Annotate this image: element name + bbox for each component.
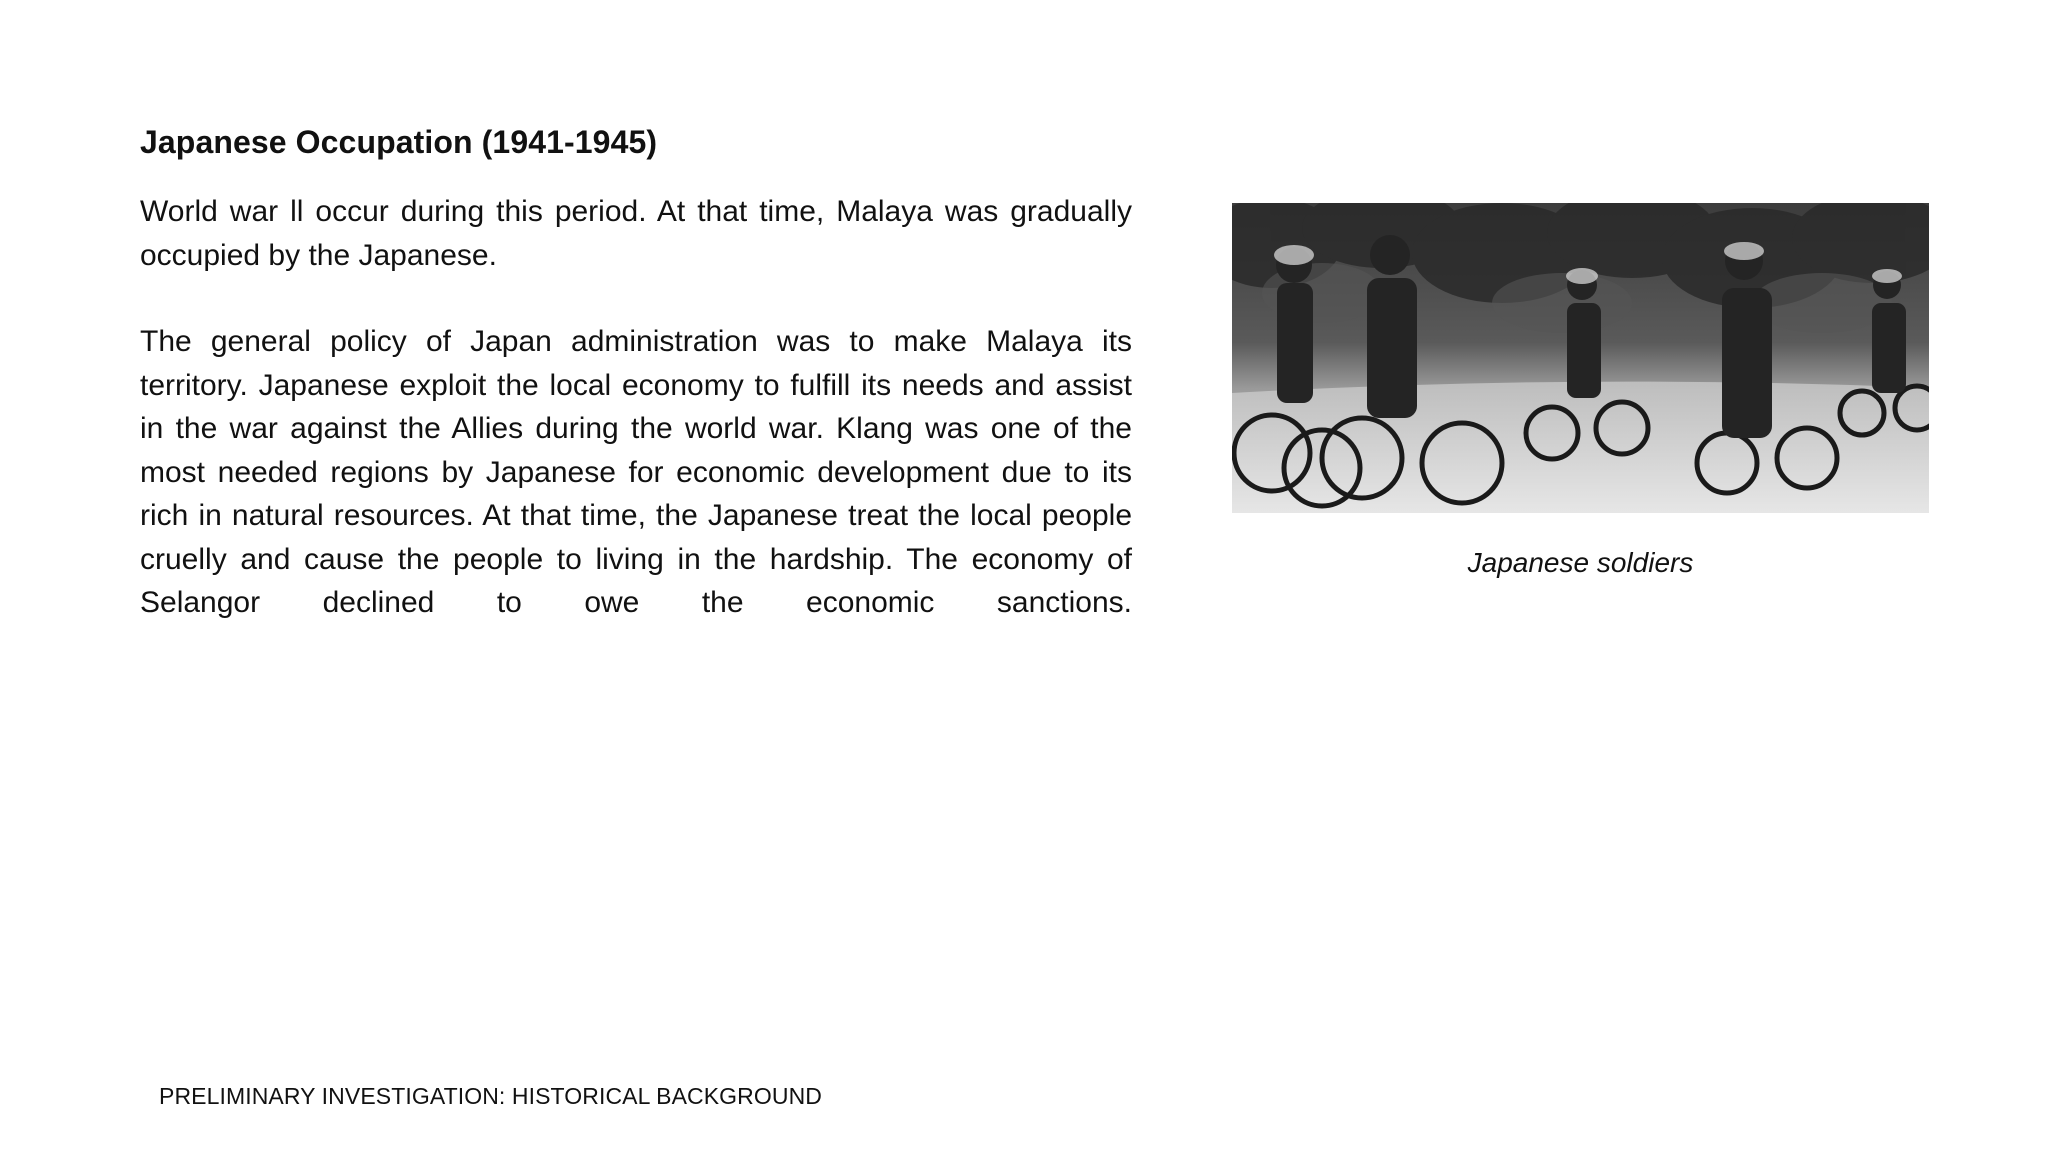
footer-section-label: PRELIMINARY INVESTIGATION: HISTORICAL BACKGROUND (159, 1083, 822, 1109)
paragraph-intro: World war ll occur during this period. At that time, Malaya was gradually occupied by the Japanese. (140, 195, 1132, 272)
soldiers-photo (1232, 203, 1929, 513)
body-text (140, 190, 1132, 625)
paragraph-policy: The general policy of Japan administration was to make Malaya its territory. Japanese exploit the local economy to fulfill its needs and assist in the war against the Allies during the world war. Klang was one of the most needed regions by Japanese for economic development due to its rich in natural resources. At that time, the Japanese treat the local people cruelly and cause the people to living in the hardship. The economy of Selangor declined to owe the economic sanctions. (140, 325, 1132, 619)
figure-caption: Japanese soldiers (1467, 547, 1694, 578)
figure (1232, 203, 1929, 581)
slide-heading: Japanese Occupation (1941-1945) (140, 124, 658, 160)
